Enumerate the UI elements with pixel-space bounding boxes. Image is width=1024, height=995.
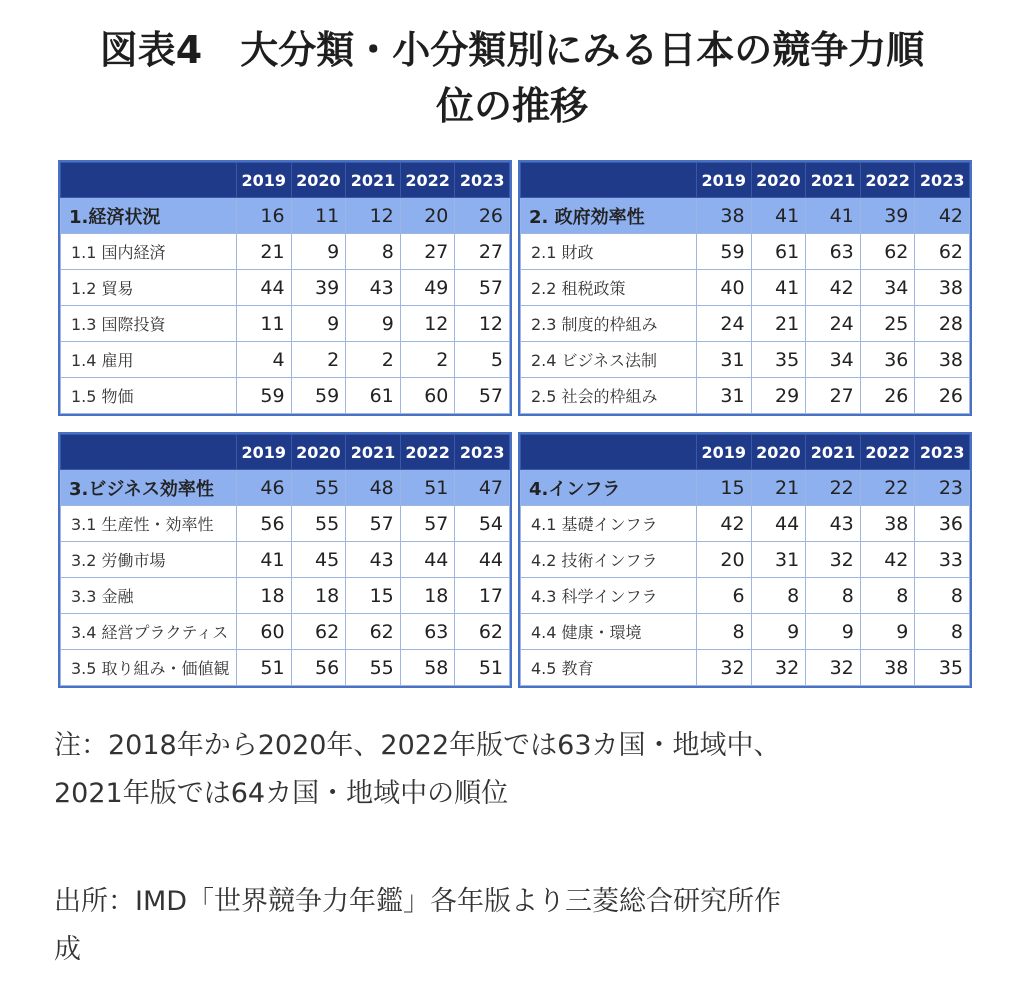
rank-cell: 2 [346, 342, 401, 378]
rank-cell: 31 [751, 542, 806, 578]
rank-cell: 18 [400, 578, 455, 614]
table-row [521, 578, 970, 614]
rank-cell: 35 [915, 650, 970, 686]
rank-cell: 38 [860, 506, 915, 542]
year-header: 2020 [291, 435, 346, 470]
rank-cell: 56 [291, 650, 346, 686]
subcategory-label: 3.5 取り組み・価値観 [61, 650, 237, 686]
year-header: 2019 [697, 435, 752, 470]
rank-cell: 25 [860, 306, 915, 342]
subcategory-label: 3.3 金融 [61, 578, 237, 614]
rank-cell: 63 [806, 234, 861, 270]
category-rank: 23 [915, 470, 970, 506]
rank-cell: 34 [860, 270, 915, 306]
table-row [61, 542, 510, 578]
subcategory-label: 1.4 雇用 [61, 342, 237, 378]
table-row [521, 342, 970, 378]
category-rank: 41 [751, 198, 806, 234]
rank-cell: 55 [291, 506, 346, 542]
rank-cell: 9 [806, 614, 861, 650]
rank-cell: 21 [237, 234, 292, 270]
table-row [61, 342, 510, 378]
rank-cell: 8 [915, 578, 970, 614]
rank-cell: 31 [697, 342, 752, 378]
source-note [54, 878, 781, 974]
rank-cell: 60 [237, 614, 292, 650]
rank-cell: 57 [400, 506, 455, 542]
rank-cell: 42 [860, 542, 915, 578]
year-header: 2023 [455, 435, 510, 470]
subcategory-label: 2.4 ビジネス法制 [521, 342, 697, 378]
table-row [521, 650, 970, 686]
category-rank: 15 [697, 470, 752, 506]
rank-cell: 32 [806, 542, 861, 578]
rank-cell: 51 [455, 650, 510, 686]
rank-cell: 57 [455, 378, 510, 414]
rank-cell: 61 [346, 378, 401, 414]
category-label: 4.インフラ [521, 470, 697, 506]
category-rank: 22 [860, 470, 915, 506]
year-header: 2021 [346, 163, 401, 198]
year-header: 2023 [455, 163, 510, 198]
year-header: 2019 [237, 163, 292, 198]
rank-cell: 42 [806, 270, 861, 306]
table-row [521, 506, 970, 542]
category-row [521, 198, 970, 234]
rank-cell: 44 [400, 542, 455, 578]
rank-cell: 62 [860, 234, 915, 270]
rank-cell: 2 [400, 342, 455, 378]
subcategory-label: 3.1 生産性・効率性 [61, 506, 237, 542]
rank-cell: 8 [806, 578, 861, 614]
rank-cell: 35 [751, 342, 806, 378]
rank-cell: 56 [237, 506, 292, 542]
rank-cell: 44 [455, 542, 510, 578]
table-row [521, 270, 970, 306]
rank-cell: 26 [860, 378, 915, 414]
rank-cell: 18 [237, 578, 292, 614]
rank-cell: 59 [697, 234, 752, 270]
rank-cell: 27 [400, 234, 455, 270]
year-header: 2022 [400, 435, 455, 470]
table-row [61, 506, 510, 542]
subcategory-label: 3.2 労働市場 [61, 542, 237, 578]
rank-cell: 8 [346, 234, 401, 270]
year-header: 2022 [860, 163, 915, 198]
header-blank-cell [61, 435, 237, 470]
rank-cell: 38 [860, 650, 915, 686]
subcategory-label: 1.5 物価 [61, 378, 237, 414]
footnote [54, 722, 781, 818]
rank-cell: 41 [751, 270, 806, 306]
table-row [61, 614, 510, 650]
title-line-1: 図表4 大分類・小分類別にみる日本の競争力順 [99, 28, 925, 72]
subcategory-label: 4.2 技術インフラ [521, 542, 697, 578]
rank-cell: 39 [291, 270, 346, 306]
category-rank: 12 [346, 198, 401, 234]
ranking-table-1 [58, 160, 512, 416]
year-header: 2019 [237, 435, 292, 470]
rank-cell: 12 [400, 306, 455, 342]
table-row [61, 234, 510, 270]
subcategory-label: 2.2 租税政策 [521, 270, 697, 306]
rank-cell: 62 [455, 614, 510, 650]
rank-cell: 32 [697, 650, 752, 686]
category-row [61, 470, 510, 506]
category-rank: 42 [915, 198, 970, 234]
title-line-2: 位の推移 [435, 84, 588, 128]
rank-cell: 34 [806, 342, 861, 378]
rank-cell: 5 [455, 342, 510, 378]
rank-cell: 27 [455, 234, 510, 270]
subcategory-label: 2.3 制度的枠組み [521, 306, 697, 342]
category-rank: 22 [806, 470, 861, 506]
subcategory-label: 4.4 健康・環境 [521, 614, 697, 650]
category-rank: 21 [751, 470, 806, 506]
subcategory-label: 2.5 社会的枠組み [521, 378, 697, 414]
footnote-line-2: 2021年版では64カ国・地域中の順位 [54, 778, 509, 809]
ranking-table-3 [58, 432, 512, 688]
table-row [521, 614, 970, 650]
rank-cell: 43 [806, 506, 861, 542]
rank-cell: 9 [291, 306, 346, 342]
year-header: 2023 [915, 163, 970, 198]
rank-cell: 57 [346, 506, 401, 542]
footnote-line-1: 注：2018年から2020年、2022年版では63カ国・地域中、 [54, 730, 781, 761]
header-blank-cell [521, 163, 697, 198]
category-rank: 20 [400, 198, 455, 234]
ranking-table-2 [518, 160, 972, 416]
rank-cell: 43 [346, 542, 401, 578]
header-blank-cell [521, 435, 697, 470]
subcategory-label: 1.1 国内経済 [61, 234, 237, 270]
category-rank: 48 [346, 470, 401, 506]
rank-cell: 20 [697, 542, 752, 578]
rank-cell: 61 [751, 234, 806, 270]
category-rank: 16 [237, 198, 292, 234]
table-header-row [61, 163, 510, 198]
header-blank-cell [61, 163, 237, 198]
table-row [61, 650, 510, 686]
table-header-row [521, 163, 970, 198]
category-rank: 11 [291, 198, 346, 234]
rank-cell: 38 [915, 342, 970, 378]
category-rank: 47 [455, 470, 510, 506]
rank-cell: 27 [806, 378, 861, 414]
year-header: 2022 [860, 435, 915, 470]
category-row [61, 198, 510, 234]
rank-cell: 33 [915, 542, 970, 578]
rank-cell: 58 [400, 650, 455, 686]
year-header: 2021 [806, 435, 861, 470]
year-header: 2023 [915, 435, 970, 470]
rank-cell: 8 [751, 578, 806, 614]
rank-cell: 21 [751, 306, 806, 342]
year-header: 2019 [697, 163, 752, 198]
year-header: 2021 [346, 435, 401, 470]
rank-cell: 28 [915, 306, 970, 342]
rank-cell: 29 [751, 378, 806, 414]
year-header: 2020 [751, 163, 806, 198]
table-header-row [521, 435, 970, 470]
subcategory-label: 4.1 基礎インフラ [521, 506, 697, 542]
rank-cell: 4 [237, 342, 292, 378]
subcategory-label: 1.2 貿易 [61, 270, 237, 306]
rank-cell: 9 [291, 234, 346, 270]
rank-cell: 42 [697, 506, 752, 542]
rank-cell: 24 [806, 306, 861, 342]
table-row [61, 378, 510, 414]
rank-cell: 6 [697, 578, 752, 614]
rank-cell: 59 [291, 378, 346, 414]
subcategory-label: 2.1 財政 [521, 234, 697, 270]
subcategory-label: 1.3 国際投資 [61, 306, 237, 342]
category-rank: 55 [291, 470, 346, 506]
rank-cell: 62 [915, 234, 970, 270]
rank-cell: 32 [751, 650, 806, 686]
rank-cell: 18 [291, 578, 346, 614]
page-title [0, 22, 1024, 134]
rank-cell: 17 [455, 578, 510, 614]
subcategory-label: 4.3 科学インフラ [521, 578, 697, 614]
year-header: 2021 [806, 163, 861, 198]
rank-cell: 8 [697, 614, 752, 650]
subcategory-label: 3.4 経営プラクティス [61, 614, 237, 650]
rank-cell: 12 [455, 306, 510, 342]
rank-cell: 63 [400, 614, 455, 650]
rank-cell: 24 [697, 306, 752, 342]
rank-cell: 36 [860, 342, 915, 378]
table-row [521, 378, 970, 414]
rank-cell: 59 [237, 378, 292, 414]
year-header: 2020 [751, 435, 806, 470]
rank-cell: 15 [346, 578, 401, 614]
table-header-row [61, 435, 510, 470]
rank-cell: 26 [915, 378, 970, 414]
rank-cell: 38 [915, 270, 970, 306]
rank-cell: 45 [291, 542, 346, 578]
rank-cell: 49 [400, 270, 455, 306]
source-line-1: 出所：IMD「世界競争力年鑑」各年版より三菱総合研究所作 [54, 886, 782, 917]
rank-cell: 32 [806, 650, 861, 686]
table-row [521, 306, 970, 342]
category-rank: 46 [237, 470, 292, 506]
table-row [61, 578, 510, 614]
table-row [521, 234, 970, 270]
category-rank: 38 [697, 198, 752, 234]
rank-cell: 8 [915, 614, 970, 650]
rank-cell: 41 [237, 542, 292, 578]
table-row [61, 306, 510, 342]
category-label: 2. 政府効率性 [521, 198, 697, 234]
rank-cell: 57 [455, 270, 510, 306]
rank-cell: 11 [237, 306, 292, 342]
rank-cell: 40 [697, 270, 752, 306]
rank-cell: 9 [860, 614, 915, 650]
category-rank: 39 [860, 198, 915, 234]
subcategory-label: 4.5 教育 [521, 650, 697, 686]
rank-cell: 54 [455, 506, 510, 542]
rank-cell: 60 [400, 378, 455, 414]
rank-cell: 31 [697, 378, 752, 414]
category-rank: 41 [806, 198, 861, 234]
rank-cell: 44 [237, 270, 292, 306]
source-line-2: 成 [54, 934, 81, 965]
category-rank: 26 [455, 198, 510, 234]
category-label: 3.ビジネス効率性 [61, 470, 237, 506]
table-row [61, 270, 510, 306]
category-row [521, 470, 970, 506]
rank-cell: 51 [237, 650, 292, 686]
rank-cell: 62 [291, 614, 346, 650]
rank-cell: 8 [860, 578, 915, 614]
ranking-table-4 [518, 432, 972, 688]
category-label: 1.経済状況 [61, 198, 237, 234]
table-row [521, 542, 970, 578]
category-rank: 51 [400, 470, 455, 506]
rank-cell: 2 [291, 342, 346, 378]
rank-cell: 36 [915, 506, 970, 542]
rank-cell: 9 [346, 306, 401, 342]
rank-cell: 44 [751, 506, 806, 542]
rank-cell: 9 [751, 614, 806, 650]
rank-cell: 43 [346, 270, 401, 306]
rank-cell: 62 [346, 614, 401, 650]
rank-cell: 55 [346, 650, 401, 686]
year-header: 2020 [291, 163, 346, 198]
year-header: 2022 [400, 163, 455, 198]
